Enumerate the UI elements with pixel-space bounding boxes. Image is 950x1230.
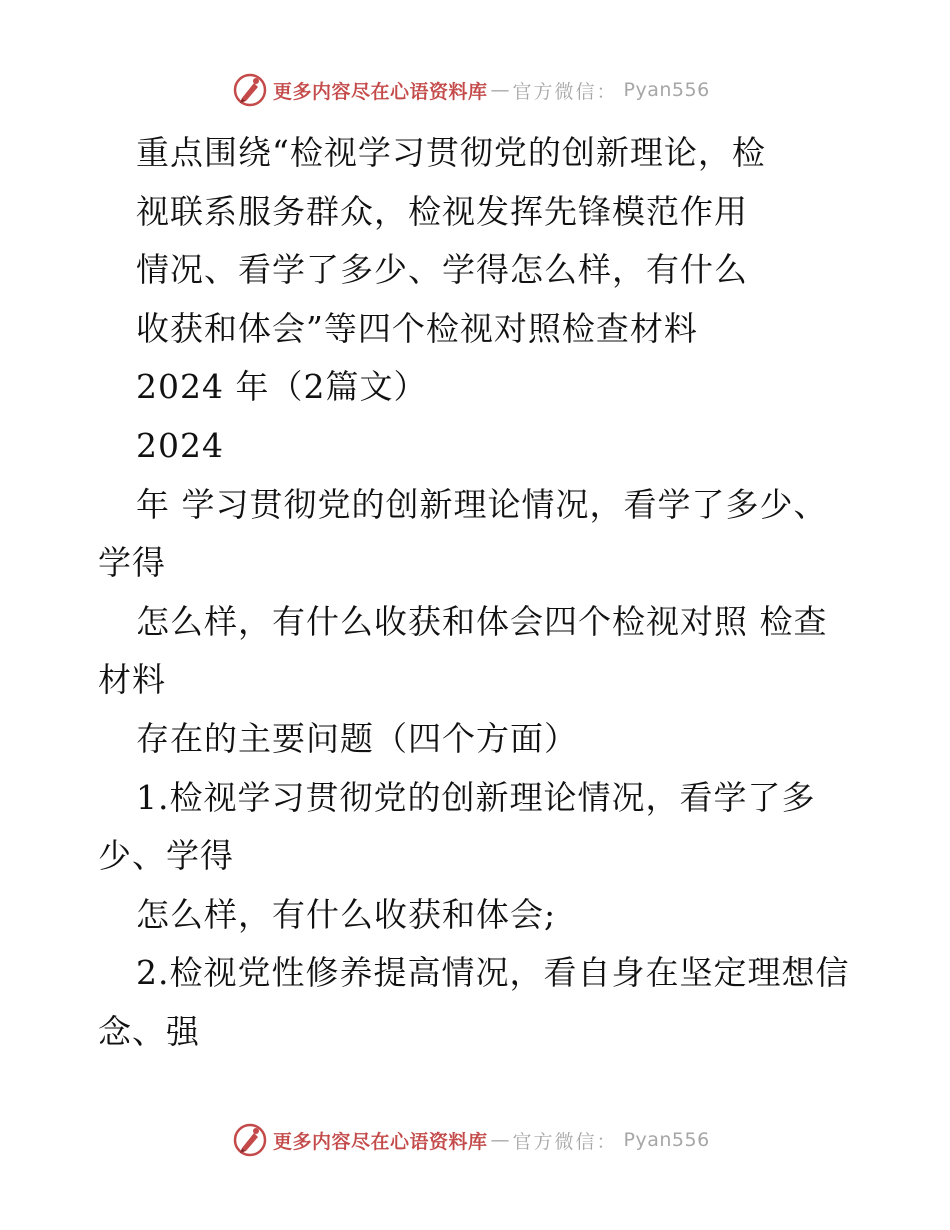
watermark-official-label: 官方微信：	[512, 80, 618, 103]
document-body	[98, 124, 858, 1062]
text-line: 材料	[98, 660, 166, 700]
text-line: 存在的主要问题（四个方面）	[136, 718, 578, 758]
watermark-brand-text: 更多内容尽在心语资料库	[273, 80, 488, 103]
text-line: 1.检视学习贯彻党的创新理论情况，看学了多	[136, 777, 816, 817]
text-line: 2024 年（2篇文）	[136, 367, 428, 407]
watermark-official-label: 官方微信：	[512, 1130, 618, 1153]
watermark-dash: —	[490, 1129, 510, 1151]
text-line: 重点围绕“检视学习贯彻党的创新理论，检	[136, 133, 766, 172]
text-line: 2024	[136, 425, 224, 465]
pen-logo-icon	[233, 1123, 267, 1157]
watermark-dash: —	[490, 79, 510, 101]
footer-watermark	[233, 1122, 710, 1158]
text-line: 年 学习贯彻党的创新理论情况，看学了多少、	[136, 484, 828, 524]
text-line: 念、强	[98, 1011, 200, 1051]
text-line: 收获和体会”等四个检视对照检查材料	[136, 308, 698, 348]
text-line: 2.检视党性修养提高情况，看自身在坚定理想信	[136, 953, 850, 993]
pen-logo-icon	[233, 73, 267, 107]
watermark-wechat-id: Pyan556	[623, 1129, 710, 1151]
text-line: 学得	[98, 543, 166, 583]
text-line: 怎么样，有什么收获和体会四个检视对照 检查	[136, 601, 828, 641]
text-line: 情况、看学了多少、学得怎么样，有什么	[136, 250, 748, 290]
watermark-wechat-id: Pyan556	[623, 79, 710, 101]
text-line: 视联系服务群众，检视发挥先锋模范作用	[136, 191, 748, 231]
watermark-brand-text: 更多内容尽在心语资料库	[273, 1130, 488, 1153]
header-watermark	[233, 72, 710, 108]
text-line: 少、学得	[98, 836, 234, 876]
text-line: 怎么样，有什么收获和体会;	[136, 894, 557, 934]
